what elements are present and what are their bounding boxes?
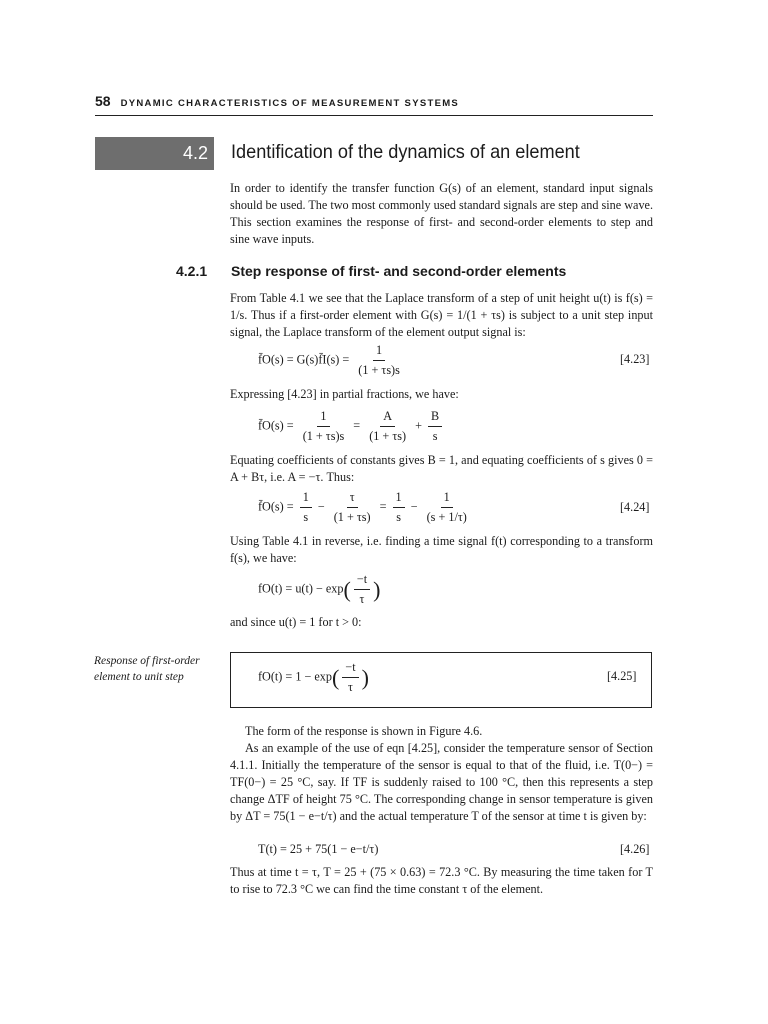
- fraction-denominator: (1 + τs): [369, 429, 407, 443]
- fraction-numerator: 1: [300, 490, 312, 508]
- intro-paragraph: In order to identify the transfer function G(s) of an element, standard input signals should be used. The two most commonly used standard signals are step and sine wave. This section examines the response of first- and second-order elements to step and sine wave inputs.: [230, 181, 653, 246]
- eq-time-lhs: fO(t) = u(t) − exp: [258, 581, 344, 596]
- equation-label-4-24: [4.24]: [620, 500, 650, 514]
- paragraph-laplace-step: From Table 4.1 we see that the Laplace transform of a step of unit height u(t) is f(s) = 1/s. Thus if a first-order element with G(s) = 1/(1 + τs) is subject to a unit step input signal, the Laplace transform of the element output signal is:: [230, 291, 653, 339]
- fraction-numerator: 1: [317, 409, 329, 427]
- eq-time-fraction: [354, 572, 370, 607]
- eq-4-23-lhs: f̄O(s) = G(s)f̄I(s) =: [258, 352, 350, 367]
- paragraph-equating-coefficients: Equating coefficients of constants gives B = 1, and equating coefficients of s gives 0 = A + Bτ, i.e. A = −τ. Thus:: [230, 453, 653, 484]
- fraction-numerator: −t: [354, 572, 370, 590]
- eq-4-24-fraction-3: [393, 490, 405, 525]
- right-paren: ): [361, 665, 369, 690]
- right-paren: ): [373, 577, 381, 602]
- running-head: [95, 93, 459, 109]
- page-number: 58: [95, 93, 111, 109]
- fraction-numerator: 1: [373, 343, 385, 361]
- fraction-denominator: τ: [359, 592, 365, 606]
- fraction-denominator: s: [303, 510, 309, 524]
- eq-4-24-fraction-1: [300, 490, 312, 525]
- eq-4-24-fraction-4: [424, 490, 470, 525]
- equation-4-23: [258, 343, 406, 378]
- header-rule: [95, 115, 653, 116]
- eq-pf-fraction-1: [300, 409, 348, 444]
- equation-time-domain: [258, 572, 380, 607]
- eq-4-24-fraction-2: [331, 490, 374, 525]
- fraction-numerator: 1: [393, 490, 405, 508]
- paragraph-figure-reference: The form of the response is shown in Figure 4.6.: [245, 724, 483, 738]
- fraction-denominator: (1 + τs)s: [302, 429, 345, 443]
- equation-label-4-25: [4.25]: [607, 669, 637, 683]
- eq-pf-fraction-3: [428, 409, 442, 444]
- equation-label-4-26: [4.26]: [620, 842, 650, 856]
- running-title: DYNAMIC CHARACTERISTICS OF MEASUREMENT SYSTEMS: [120, 98, 460, 109]
- equation-4-26: T(t) = 25 + 75(1 − e−t/τ): [258, 842, 379, 856]
- section-number: 4.2: [182, 143, 208, 163]
- equation-4-25: [258, 660, 369, 695]
- paragraph-inverse-transform: Using Table 4.1 in reverse, i.e. finding a time signal f(t) corresponding to a transform f(s), we have:: [230, 534, 653, 565]
- fraction-numerator: −t: [342, 660, 358, 678]
- paragraph-unit-step: and since u(t) = 1 for t > 0:: [230, 615, 362, 629]
- subsection-number: 4.2.1: [176, 263, 208, 279]
- paragraph-example: As an example of the use of eqn [4.25], consider the temperature sensor of Section 4.1.1. Initially the temperature of the sensor is equal to that of the fluid, i.e. T(0−) = TF(0−) = 25 °C, say. If TF is suddenly raised to 100 °C, then this represents a step change ΔTF of height 75 °C. The corresponding change in sensor temperature is given by ΔT = 75(1 − e−t/τ) and the actual temperature T of the sensor at time t is given by:: [230, 741, 653, 823]
- fraction-denominator: s: [396, 510, 401, 524]
- fraction-denominator: (s + 1/τ): [426, 510, 467, 524]
- paragraph-partial-fractions: Expressing [4.23] in partial fractions, we have:: [230, 387, 459, 401]
- subsection-title: Step response of first- and second-order elements: [231, 263, 567, 279]
- fraction-numerator: A: [380, 409, 395, 427]
- margin-note: Response of first-order element to unit step: [94, 655, 200, 683]
- equation-label-4-23: [4.23]: [620, 352, 650, 366]
- fraction-numerator: 1: [441, 490, 453, 508]
- section-title: Identification of the dynamics of an element: [231, 141, 580, 163]
- eq-4-25-fraction: [342, 660, 358, 695]
- minus-sign: −: [410, 499, 418, 514]
- fraction-denominator: (1 + τs): [333, 510, 371, 524]
- plus-sign: +: [415, 418, 422, 433]
- eq-4-25-lhs: fO(t) = 1 − exp: [258, 669, 332, 684]
- fraction-denominator: τ: [348, 680, 353, 694]
- eq-pf-lhs: f̄O(s) =: [258, 418, 294, 433]
- fraction-denominator: s: [432, 429, 438, 443]
- equals-sign: =: [379, 499, 387, 514]
- eq-pf-fraction-2: [366, 409, 409, 444]
- minus-sign: −: [317, 499, 325, 514]
- fraction-numerator: B: [428, 409, 442, 427]
- left-paren: (: [332, 665, 340, 690]
- eq-4-24-lhs: f̄O(s) =: [258, 499, 294, 514]
- equation-partial-fractions: [258, 409, 445, 444]
- paragraph-time-constant: Thus at time t = τ, T = 25 + (75 × 0.63) = 72.3 °C. By measuring the time taken for T to rise to 72.3 °C we can find the time constant τ of the element.: [230, 865, 653, 896]
- eq-4-23-fraction: [355, 343, 403, 378]
- fraction-denominator: (1 + τs)s: [358, 363, 400, 377]
- equals-sign: =: [353, 418, 361, 433]
- left-paren: (: [343, 577, 351, 602]
- fraction-numerator: τ: [347, 490, 358, 508]
- equation-4-24: [258, 490, 473, 525]
